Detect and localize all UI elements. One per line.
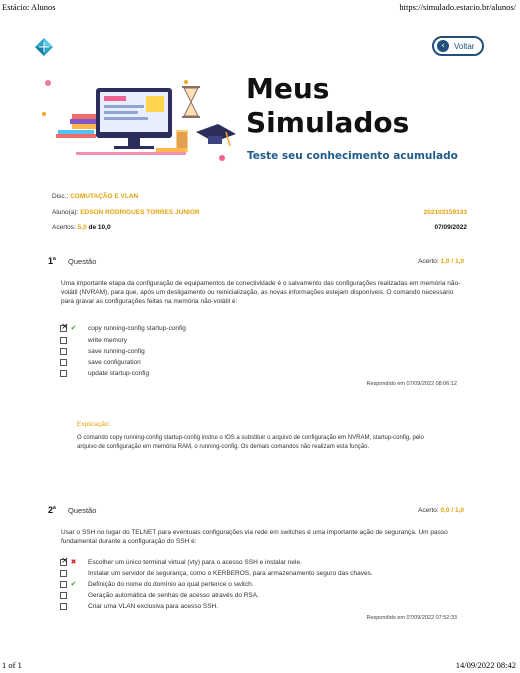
print-header (2, 2, 516, 12)
question-2-header (48, 505, 96, 517)
check-icon: ✔ (70, 580, 77, 588)
print-header-title: Estácio: Alunos (2, 2, 56, 12)
question-1-option[interactable]: save configuration (60, 357, 141, 367)
question-2-text: Usar o SSH no lugar do TELNET para eventuais configurações via rede em switches é uma importante ação de segurança. Um passo fundamental durante a configuração do SSH é: (61, 529, 448, 545)
question-number: 1$^a$ (48, 256, 56, 266)
arrow-left-icon: ‹ (437, 40, 449, 52)
hero-subtitle: Teste seu conhecimento acumulado (247, 150, 458, 162)
question-2-option[interactable]: × ✖ Escolher um único terminal virtual (vty) para o acesso SSH e instalar nele. (60, 557, 302, 567)
checkbox-checked[interactable] (60, 559, 67, 566)
print-header-url: https://simulado.estacio.br/alunos/ (399, 2, 516, 12)
checkbox[interactable] (60, 592, 67, 599)
question-number: 2$^a$ (48, 505, 56, 515)
checkbox[interactable] (60, 370, 67, 377)
question-2-option[interactable]: ✔ Definição do nome do domínio ao qual pertence o switch. (60, 579, 254, 589)
question-2-option[interactable]: Instalar um servidor de segurança, como o KERBEROS, para armazenamento seguro das chaves. (60, 568, 373, 578)
estacio-logo-icon[interactable] (34, 37, 54, 57)
checkbox-checked[interactable] (60, 325, 67, 332)
hero-title (246, 72, 409, 140)
checkbox[interactable] (60, 581, 67, 588)
score-label: Acertos: (52, 224, 76, 231)
hero-illustration (36, 74, 236, 166)
question-label: Questão (68, 257, 97, 266)
question-1-option[interactable]: write memory (60, 335, 127, 345)
question-label: Questão (68, 506, 97, 515)
score-of: de (88, 224, 97, 231)
discipline-value: COMUTAÇÃO E VLAN (70, 193, 139, 200)
print-footer (2, 660, 516, 670)
question-2-option[interactable]: Geração automática de senhas de acesso através do RSA. (60, 590, 259, 600)
student-label: Aluno(a): (52, 209, 79, 216)
question-1-option[interactable]: × ✔ copy running-config startup-config (60, 323, 186, 333)
student-row (52, 209, 200, 216)
student-name: EDSON RODRIGUES TORRES JUNIOR (80, 209, 200, 216)
question-1-option[interactable]: update startup-config (60, 368, 149, 378)
question-1-score: Acerto: 1,0 / 1,0 (418, 258, 464, 265)
hero-title-line2: Simulados (246, 106, 410, 139)
exam-date: 07/09/2022 (434, 224, 467, 231)
wrong-icon: ✖ (70, 558, 77, 566)
question-2-answered-at: Respondido em 07/09/2022 07:52:33 (366, 615, 457, 621)
hero-title-line1: Meus (246, 72, 330, 105)
checkbox[interactable] (60, 337, 67, 344)
checkbox[interactable] (60, 359, 67, 366)
discipline-row (52, 193, 138, 200)
back-button[interactable] (432, 36, 484, 56)
score-row (52, 224, 111, 231)
question-1-header (48, 256, 96, 268)
question-2-score: Acerto: 0,0 / 1,0 (418, 507, 464, 514)
print-timestamp: 14/09/2022 08:42 (455, 660, 516, 670)
page-count: 1 of 1 (2, 660, 22, 670)
explanation-title: Explicação: (77, 421, 111, 428)
score-total: 10,0 (97, 224, 111, 231)
question-1-text: Uma importante etapa da configuração de equipamentos de conectividade é o salvamento das configurações realizadas em memória não-volátil (NVRAM), para que, após um desligamento ou reinicialização, as novas informações estejam disponíveis. O comando necessário para gravar as configurações feitas na memória não-volátil é: (61, 280, 461, 305)
checkbox[interactable] (60, 570, 67, 577)
score-value: 5,0 (77, 224, 87, 231)
question-1-option[interactable]: save running-config (60, 346, 145, 356)
registration-number: 202103159133 (423, 209, 467, 216)
checkbox[interactable] (60, 603, 67, 610)
check-icon: ✔ (70, 324, 77, 332)
discipline-label: Disc.: (52, 193, 69, 200)
explanation-text: O comando copy running-config startup-config instrui o IOS a substituir o arquivo de configuração em NVRAM, startup-config, pelo arquivo de configuração em memória RAM, o running-config. Os demais comandos não realizam esta função. (77, 435, 424, 450)
question-1-answered-at: Respondido em 07/09/2022 08:06:12 (366, 381, 457, 387)
checkbox[interactable] (60, 348, 67, 355)
question-2-option[interactable]: Criar uma VLAN exclusiva para acesso SSH. (60, 601, 218, 611)
back-button-label: Voltar (454, 41, 475, 51)
